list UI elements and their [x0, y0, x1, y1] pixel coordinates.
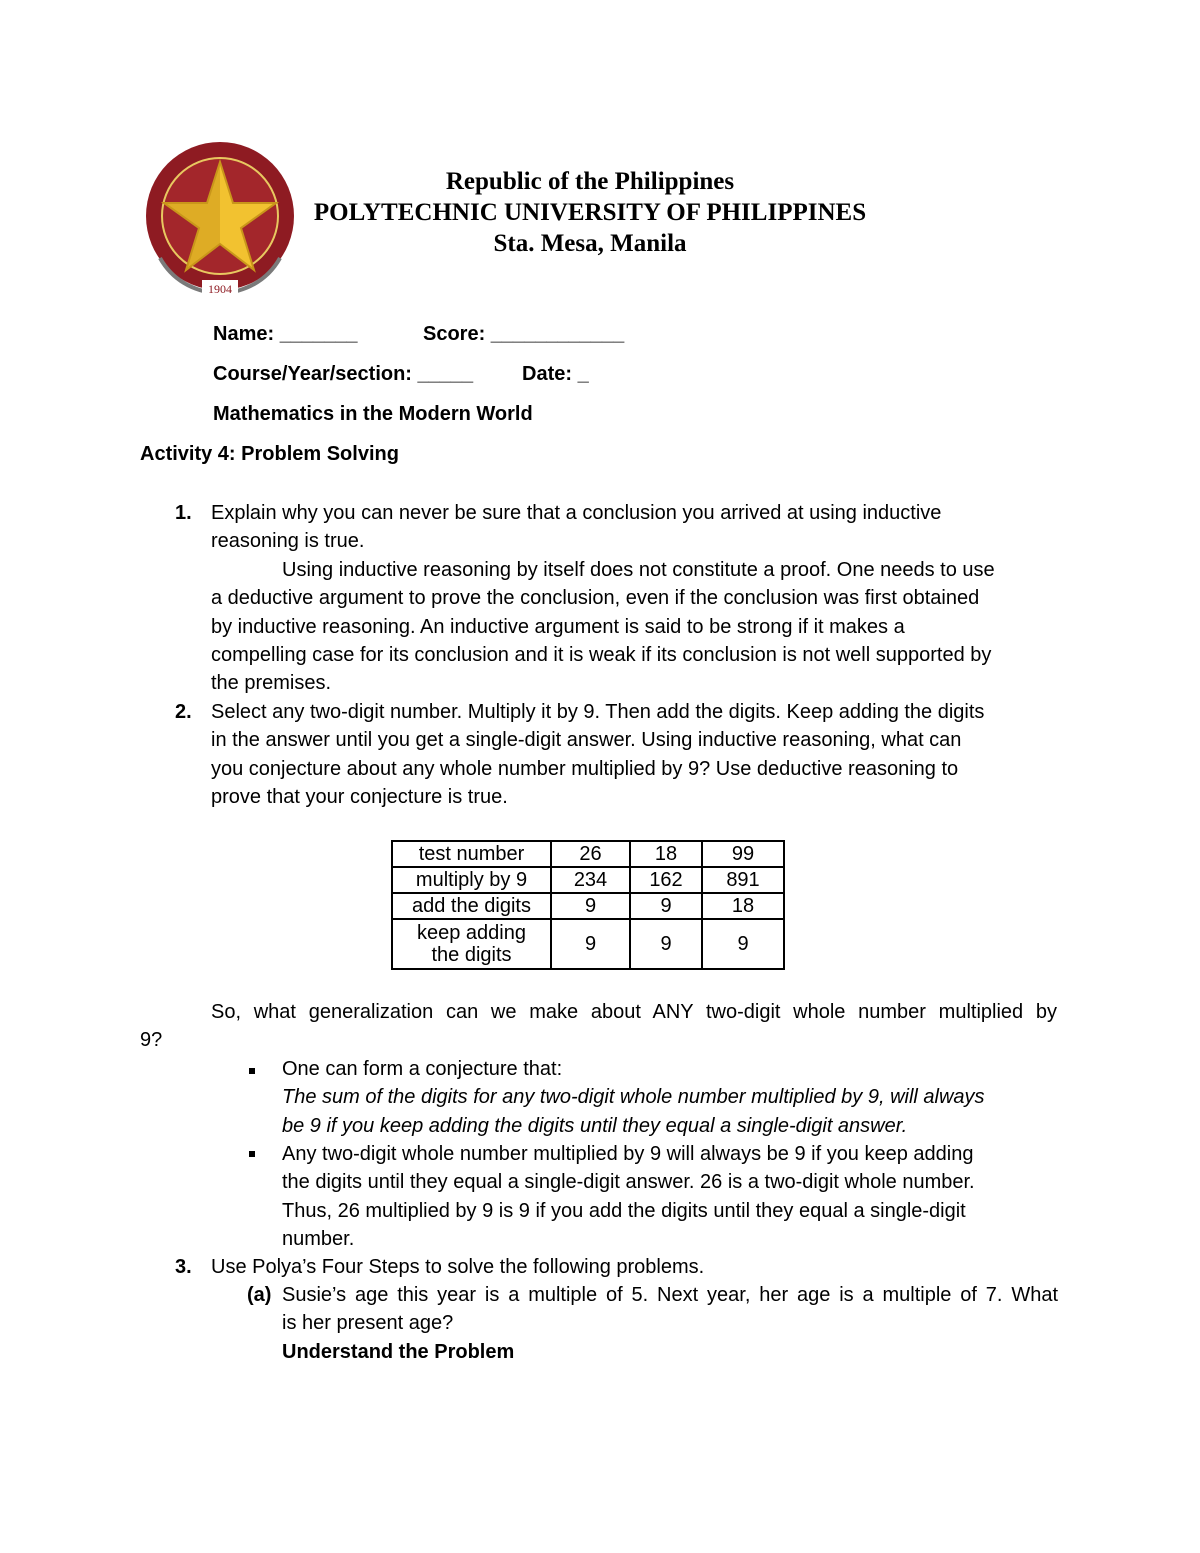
- table-cell: 9: [630, 893, 702, 919]
- header-location: Sta. Mesa, Manila: [493, 230, 687, 257]
- university-seal: [138, 140, 302, 300]
- q3-text: Use Polya’s Four Steps to solve the following problems.: [211, 1256, 705, 1278]
- q3-number: 3.: [175, 1256, 192, 1278]
- table-row: [392, 919, 784, 969]
- header-university: POLYTECHNIC UNIVERSITY OF PHILIPPINES: [313, 199, 867, 226]
- q2-number: 2.: [175, 701, 192, 723]
- subject-title: Mathematics in the Modern World: [213, 403, 533, 425]
- generalization-line: So, what generalization can we make about ANY two-digit whole number multiplied by: [211, 1001, 1057, 1023]
- q1-answer: Using inductive reasoning by itself does not constitute a proof. One needs to use a deductive argument to prove the conclusion, even if the conclusion was first obtained by inductive reasoning. An inductive argument is said to be strong if it makes a compelling case for its conclusion and it is weak if its conclusion is not well supported by the premises.: [211, 559, 995, 695]
- table-cell: 891: [702, 867, 784, 893]
- q3a-text: Susie’s age this year is a multiple of 5. Next year, her age is a multiple of 7. What is her present age?: [282, 1284, 1058, 1335]
- score-field: Score: ____________: [423, 323, 625, 345]
- course-field: Course/Year/section: _____: [213, 363, 474, 385]
- table-cell: multiply by 9: [392, 867, 551, 893]
- table-row: [392, 867, 784, 893]
- table-cell: 162: [630, 867, 702, 893]
- bullet-1: One can form a conjecture that: The sum of the digits for any two-digit whole number multiplied by 9, will always be 9 if you keep adding the digits until they equal a single-digit answer.: [282, 1058, 985, 1137]
- table-cell: 234: [551, 867, 630, 893]
- date-field: Date: _: [522, 363, 589, 385]
- table-cell: 26: [551, 841, 630, 867]
- table-cell: 9: [551, 919, 630, 969]
- generalization-end: 9?: [140, 1029, 163, 1051]
- bullet-marker: [249, 1068, 255, 1074]
- table-cell: 9: [551, 893, 630, 919]
- bullet-marker: [249, 1151, 255, 1157]
- svg-text:1904: 1904: [208, 282, 232, 296]
- activity-title: Activity 4: Problem Solving: [140, 443, 399, 465]
- table-cell: 18: [702, 893, 784, 919]
- bullet-2: Any two-digit whole number multiplied by 9 will always be 9 if you keep adding the digits until they equal a single-digit answer. 26 is a two-digit whole number. Thus, 26 multiplied by 9 is 9 if you add the digits until they equal a single-digit number.: [282, 1143, 975, 1250]
- header-republic: Republic of the Philippines: [445, 168, 735, 195]
- table-cell: 9: [630, 919, 702, 969]
- table-row: [392, 841, 784, 867]
- digits-table: [391, 840, 785, 970]
- table-row: [392, 893, 784, 919]
- table-cell: 18: [630, 841, 702, 867]
- table-cell: 9: [702, 919, 784, 969]
- table-cell: test number: [392, 841, 551, 867]
- understand-heading: Understand the Problem: [282, 1341, 515, 1363]
- table-cell: keep adding the digits: [392, 919, 551, 969]
- q3a-label: (a): [247, 1284, 272, 1306]
- table-cell: add the digits: [392, 893, 551, 919]
- q2-question: Select any two-digit number. Multiply it by 9. Then add the digits. Keep adding the digits in the answer until you get a single-digit answer. Using inductive reasoning, what can you conjecture about any whole number multiplied by 9? Use deductive reasoning to prove that your conjecture is true.: [211, 701, 985, 808]
- name-field: Name: _______: [213, 323, 358, 345]
- q1-number: 1.: [175, 502, 192, 524]
- table-cell: 99: [702, 841, 784, 867]
- q1-question: Explain why you can never be sure that a conclusion you arrived at using inductive reasoning is true.: [211, 502, 942, 553]
